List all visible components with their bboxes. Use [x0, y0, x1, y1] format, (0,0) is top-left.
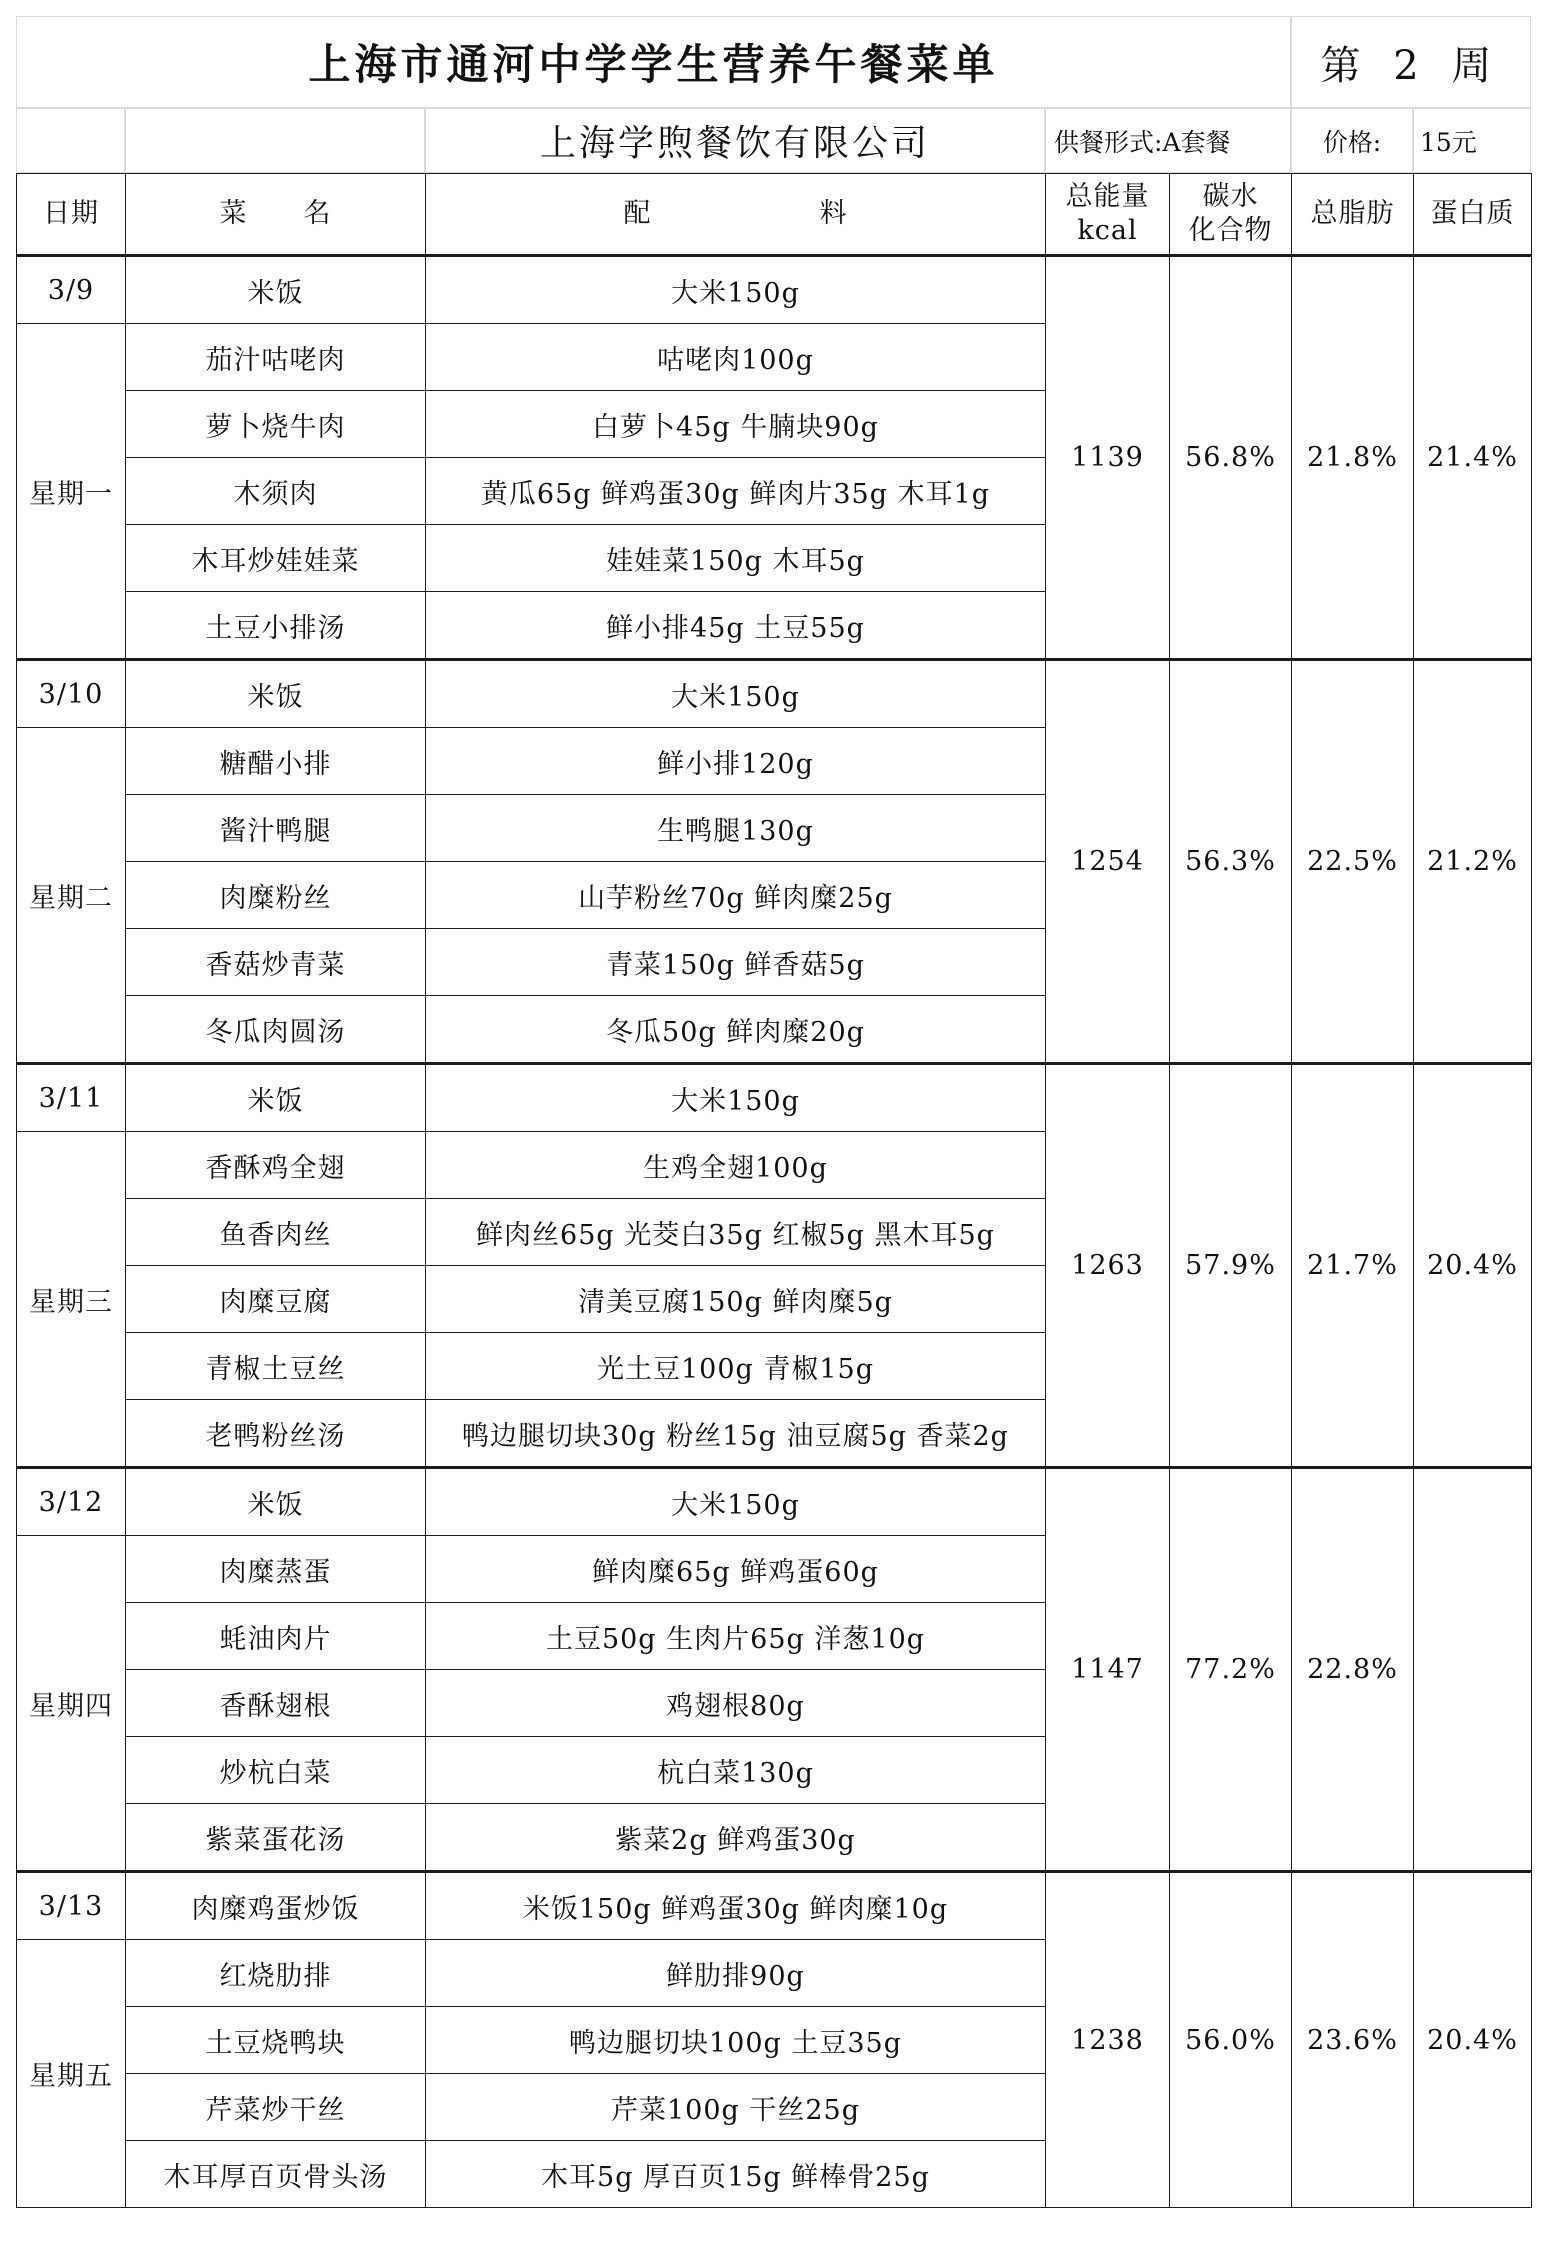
dish-name: 芹菜炒干丝	[126, 2074, 426, 2141]
dish-name: 木耳炒娃娃菜	[126, 525, 426, 592]
dish-name: 蚝油肉片	[126, 1603, 426, 1670]
col-energy-line1: 总能量	[1065, 181, 1150, 213]
dish-name: 肉糜蒸蛋	[126, 1536, 426, 1603]
protein-value: 20.4%	[1414, 1872, 1532, 2208]
dish-name: 土豆小排汤	[126, 592, 426, 660]
dish-ingredients: 紫菜2g 鲜鸡蛋30g	[426, 1804, 1046, 1872]
carb-value: 56.3%	[1170, 660, 1292, 1064]
price-value-cell	[1413, 108, 1531, 173]
dish-name: 茄汁咕咾肉	[126, 324, 426, 391]
dish-name: 萝卜烧牛肉	[126, 391, 426, 458]
dish-ingredients: 生鸡全翅100g	[426, 1132, 1046, 1199]
protein-value: 21.2%	[1414, 660, 1532, 1064]
carb-value: 56.8%	[1170, 256, 1292, 660]
carb-value: 57.9%	[1170, 1064, 1292, 1468]
dish-name: 香酥翅根	[126, 1670, 426, 1737]
dish-ingredients: 山芋粉丝70g 鲜肉糜25g	[426, 862, 1046, 929]
empty-cell-b	[125, 108, 425, 173]
carb-value: 56.0%	[1170, 1872, 1292, 2208]
page-title: 上海市通河中学学生营养午餐菜单	[308, 40, 999, 89]
energy-value: 1263	[1046, 1064, 1170, 1468]
dish-name: 土豆烧鸭块	[126, 2007, 426, 2074]
protein-value	[1414, 1468, 1532, 1872]
dish-ingredients: 米饭150g 鲜鸡蛋30g 鲜肉糜10g	[426, 1872, 1046, 1940]
service-cell	[1045, 108, 1291, 173]
col-fat: 总脂肪	[1292, 174, 1414, 256]
dish-name: 肉糜鸡蛋炒饭	[126, 1872, 426, 1940]
col-date: 日期	[17, 174, 126, 256]
price-label: 价格:	[1322, 127, 1382, 157]
dish-name: 紫菜蛋花汤	[126, 1804, 426, 1872]
column-header-row	[17, 174, 1532, 256]
weekday-cell: 星期五	[17, 1940, 126, 2208]
dish-ingredients: 鸭边腿切块100g 土豆35g	[426, 2007, 1046, 2074]
dish-name: 米饭	[126, 256, 426, 324]
dish-ingredients: 杭白菜130g	[426, 1737, 1046, 1804]
table-row	[17, 1872, 1532, 1940]
weekday-cell: 星期四	[17, 1536, 126, 1872]
protein-value: 20.4%	[1414, 1064, 1532, 1468]
dish-name: 香酥鸡全翅	[126, 1132, 426, 1199]
title-cell	[16, 16, 1291, 108]
dish-name: 香菇炒青菜	[126, 929, 426, 996]
dish-ingredients: 鲜小排45g 土豆55g	[426, 592, 1046, 660]
col-carb-line1: 碳水	[1202, 181, 1259, 213]
dish-ingredients: 鲜肋排90g	[426, 1940, 1046, 2007]
weekday-cell: 星期三	[17, 1132, 126, 1468]
service-label: 供餐形式:	[1054, 127, 1163, 157]
week-label: 第 2 周	[1320, 42, 1502, 89]
date-cell: 3/12	[17, 1468, 126, 1536]
dish-name: 米饭	[126, 1064, 426, 1132]
table-row	[17, 660, 1532, 728]
menu-table	[16, 173, 1532, 2208]
dish-ingredients: 娃娃菜150g 木耳5g	[426, 525, 1046, 592]
dish-ingredients: 鸭边腿切块30g 粉丝15g 油豆腐5g 香菜2g	[426, 1400, 1046, 1468]
dish-name: 青椒土豆丝	[126, 1333, 426, 1400]
dish-ingredients: 黄瓜65g 鲜鸡蛋30g 鲜肉片35g 木耳1g	[426, 458, 1046, 525]
fat-value: 21.8%	[1292, 256, 1414, 660]
fat-value: 22.8%	[1292, 1468, 1414, 1872]
dish-ingredients: 大米150g	[426, 660, 1046, 728]
col-carb-line2: 化合物	[1188, 215, 1273, 246]
dish-name: 肉糜豆腐	[126, 1266, 426, 1333]
energy-value: 1238	[1046, 1872, 1170, 2208]
dish-ingredients: 木耳5g 厚百页15g 鲜棒骨25g	[426, 2141, 1046, 2208]
col-dish: 菜 名	[126, 174, 426, 256]
dish-name: 肉糜粉丝	[126, 862, 426, 929]
service-value: A套餐	[1162, 127, 1231, 157]
col-protein: 蛋白质	[1414, 174, 1532, 256]
col-energy	[1046, 174, 1170, 256]
dish-name: 木耳厚百页骨头汤	[126, 2141, 426, 2208]
dish-ingredients: 鲜肉丝65g 光茭白35g 红椒5g 黑木耳5g	[426, 1199, 1046, 1266]
dish-name: 米饭	[126, 1468, 426, 1536]
price-label-cell	[1291, 108, 1413, 173]
col-carb	[1170, 174, 1292, 256]
dish-name: 冬瓜肉圆汤	[126, 996, 426, 1064]
table-row	[17, 1468, 1532, 1536]
dish-ingredients: 生鸭腿130g	[426, 795, 1046, 862]
dish-ingredients: 冬瓜50g 鲜肉糜20g	[426, 996, 1046, 1064]
dish-name: 酱汁鸭腿	[126, 795, 426, 862]
dish-ingredients: 鲜肉糜65g 鲜鸡蛋60g	[426, 1536, 1046, 1603]
dish-name: 红烧肋排	[126, 1940, 426, 2007]
price-value: 15元	[1420, 127, 1477, 157]
date-cell: 3/9	[17, 256, 126, 324]
dish-ingredients: 鸡翅根80g	[426, 1670, 1046, 1737]
carb-value: 77.2%	[1170, 1468, 1292, 1872]
table-row	[17, 256, 1532, 324]
empty-cell-a	[16, 108, 125, 173]
dish-ingredients: 咕咾肉100g	[426, 324, 1046, 391]
week-cell	[1291, 16, 1531, 108]
dish-name: 糖醋小排	[126, 728, 426, 795]
table-row	[17, 1064, 1532, 1132]
dish-name: 鱼香肉丝	[126, 1199, 426, 1266]
dish-ingredients: 白萝卜45g 牛腩块90g	[426, 391, 1046, 458]
company-name: 上海学煦餐饮有限公司	[539, 123, 930, 164]
energy-value: 1147	[1046, 1468, 1170, 1872]
dish-name: 木须肉	[126, 458, 426, 525]
fat-value: 21.7%	[1292, 1064, 1414, 1468]
energy-value: 1254	[1046, 660, 1170, 1064]
col-ingredients: 配 料	[426, 174, 1046, 256]
dish-ingredients: 青菜150g 鲜香菇5g	[426, 929, 1046, 996]
dish-ingredients: 大米150g	[426, 256, 1046, 324]
fat-value: 23.6%	[1292, 1872, 1414, 2208]
dish-ingredients: 大米150g	[426, 1468, 1046, 1536]
dish-ingredients: 光土豆100g 青椒15g	[426, 1333, 1046, 1400]
date-cell: 3/13	[17, 1872, 126, 1940]
dish-ingredients: 芹菜100g 干丝25g	[426, 2074, 1046, 2141]
company-cell	[425, 108, 1045, 173]
dish-ingredients: 土豆50g 生肉片65g 洋葱10g	[426, 1603, 1046, 1670]
dish-name: 老鸭粉丝汤	[126, 1400, 426, 1468]
col-energy-line2: kcal	[1077, 215, 1138, 246]
dish-ingredients: 鲜小排120g	[426, 728, 1046, 795]
dish-name: 炒杭白菜	[126, 1737, 426, 1804]
protein-value: 21.4%	[1414, 256, 1532, 660]
energy-value: 1139	[1046, 256, 1170, 660]
dish-ingredients: 大米150g	[426, 1064, 1046, 1132]
fat-value: 22.5%	[1292, 660, 1414, 1064]
weekday-cell: 星期二	[17, 728, 126, 1064]
dish-ingredients: 清美豆腐150g 鲜肉糜5g	[426, 1266, 1046, 1333]
date-cell: 3/11	[17, 1064, 126, 1132]
weekday-cell: 星期一	[17, 324, 126, 660]
date-cell: 3/10	[17, 660, 126, 728]
dish-name: 米饭	[126, 660, 426, 728]
